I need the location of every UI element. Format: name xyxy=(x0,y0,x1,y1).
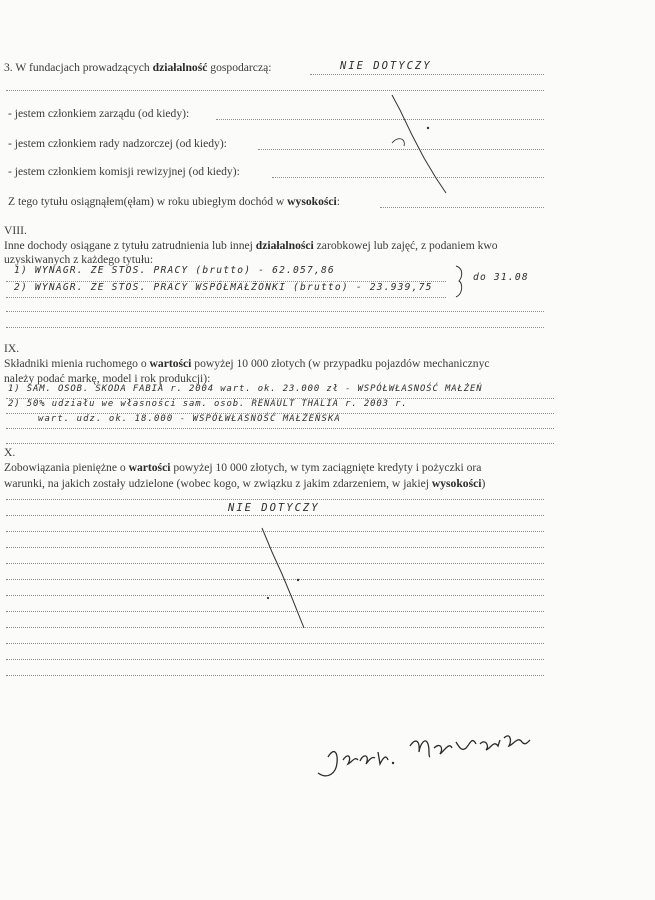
s9-suffix: powyżej 10 000 złotych (w przypadku pojazdów mechanicznyc xyxy=(191,357,490,370)
item-audit: - jestem członkiem komisji rewizyjnej (od kiedy): xyxy=(8,165,240,178)
s8-entry2: 2) WYNAGR. ZE STOS. PRACY WSPÓŁMAŁŻONKI (brutto) - 23.939,75 xyxy=(14,282,433,293)
s9-entry3: wart. udz. ok. 18.000 - WSPÓŁWŁASNOŚĆ MAŁŻEŃSKA xyxy=(38,414,341,424)
s9-entry1: 1) SAM. OSOB. SKODA FABIA r. 2004 wart. ok. 23.000 zł - WSPÓŁWŁASNOŚĆ MAŁŻEŃ xyxy=(8,384,483,394)
s10-l2-suffix: ) xyxy=(481,477,486,490)
s8-prefix: Inne dochody osiągane z tytułu zatrudnienia lub innej xyxy=(4,239,256,252)
item-board: - jestem członkiem zarządu (od kiedy): xyxy=(8,107,190,120)
s9-entry2: 2) 50% udziału we własności sam. osob. RENAULT THALIA r. 2003 r. xyxy=(8,399,408,409)
s10-l2-prefix: warunki, na jakich zostały udzielone (wobec kogo, w związku z jakim zdarzeniem, w jakiej xyxy=(4,477,432,490)
s10-suffix: powyżej 10 000 złotych, w tym zaciągnięte kredyty i pożyczki ora xyxy=(170,461,482,474)
signature xyxy=(318,736,530,776)
q3-suffix: gospodarczą: xyxy=(207,61,272,74)
section9-numeral: IX. xyxy=(4,342,20,355)
s8-bold: działalności xyxy=(255,239,314,252)
section8-numeral: VIII. xyxy=(4,224,27,237)
section10-numeral: X. xyxy=(4,446,16,459)
s8-bracket-note: do 31.08 xyxy=(473,272,529,283)
s10-bold: wartości xyxy=(128,461,171,474)
s10-l2-bold: wysokości xyxy=(431,477,482,490)
s8-suffix: zarobkowej lub zajęć, z podaniem kwo xyxy=(313,239,498,252)
signature-text xyxy=(430,790,437,791)
income-bold: wysokości xyxy=(287,195,337,208)
q3-prefix: 3. W fundacjach prowadzących xyxy=(4,61,153,74)
item-supervisory: - jestem członkiem rady nadzorczej (od kiedy): xyxy=(8,137,227,150)
strike-dot xyxy=(427,127,429,129)
s9-prefix: Składniki mienia ruchomego o xyxy=(4,357,150,370)
strike-hook xyxy=(392,139,404,146)
bracket-mark xyxy=(456,266,462,297)
s10-answer: NIE DOTYCZY xyxy=(228,502,320,514)
strike-section10 xyxy=(262,528,304,628)
section8-line2: uzyskiwanych z każdego tytułu: xyxy=(4,253,154,266)
income-prefix: Z tego tytułu osiągnąłem(ęłam) w roku ubiegłym dochód w xyxy=(8,195,288,208)
s8-entry1: 1) WYNAGR. ZE STOS. PRACY (brutto) - 62.057,86 xyxy=(14,265,335,276)
section9-line2: należy podać markę, model i rok produkcji): xyxy=(4,372,211,385)
s10-prefix: Zobowiązania pieniężne o xyxy=(4,461,129,474)
s9-bold: wartości xyxy=(149,357,192,370)
strike-dot-3 xyxy=(267,597,269,599)
strike-dot-2 xyxy=(297,579,299,581)
q3-bold: działalność xyxy=(152,61,208,74)
strike-section7 xyxy=(392,95,446,193)
income-suffix: : xyxy=(336,195,340,208)
q3-answer: NIE DOTYCZY xyxy=(340,60,432,72)
